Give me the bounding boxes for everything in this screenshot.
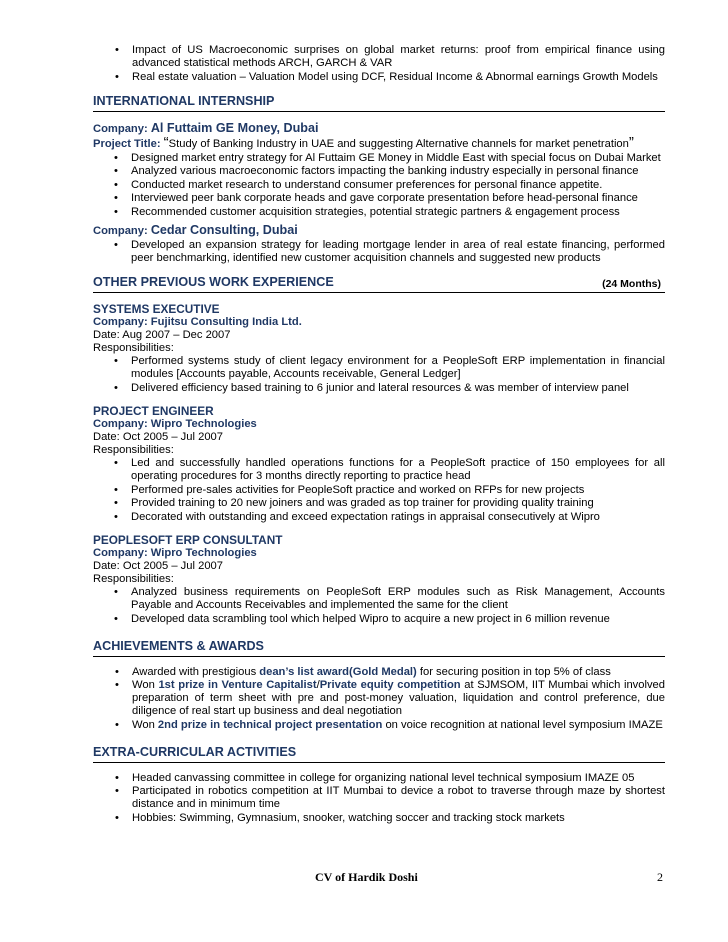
award-highlight: Private equity competition (319, 679, 461, 691)
list-item: • Designed market entry strategy for Al Futtaim GE Money in Middle East with special focus on Dubai Market (93, 152, 665, 165)
list-item: • Real estate valuation – Valuation Model using DCF, Residual Income & Abnormal earnings Growth Models (93, 71, 665, 84)
list-item: • Developed data scrambling tool which helped Wipro to acquire a new project in 6 million revenue (93, 613, 665, 626)
award-text: for securing position in top 5% of class (416, 665, 611, 678)
award-text: / (316, 679, 320, 691)
list-item (93, 679, 665, 718)
list-item: • Performed pre-sales activities for PeopleSoft practice and worked on RFPs for new projects (93, 484, 665, 497)
list-item: • Analyzed various macroeconomic factors impacting the banking industry especially in personal finance (93, 165, 665, 178)
company-name: Cedar Consulting, Dubai (150, 223, 298, 237)
job-entry (93, 302, 665, 395)
company-label: Company: (93, 122, 148, 135)
list-item (93, 666, 665, 679)
project-title-label: Project Title: (93, 137, 161, 150)
project-title: Study of Banking Industry in UAE and suggesting Alternative channels for market penetration (168, 137, 629, 150)
list-item: • Analyzed business requirements on PeopleSoft ERP modules such as Risk Management, Accounts Payable and Accounts Receivables and implemented the same for the client (93, 586, 665, 612)
extracurricular-list (93, 772, 665, 825)
list-item: • Impact of US Macroeconomic surprises on global market returns: proof from empirical finance using advanced statistical methods ARCH, GARCH & VAR (93, 44, 665, 70)
responsibilities-label: Responsibilities: (93, 444, 174, 456)
duration-badge: (24 Months) (602, 278, 661, 290)
section-heading-internship: INTERNATIONAL INTERNSHIP (93, 94, 665, 112)
awards-list (93, 666, 665, 732)
list-item: • Participated in robotics competition at IIT Mumbai to device a robot to traverse through maze by shortest distance and in minimum time (93, 785, 665, 811)
job-role: SYSTEMS EXECUTIVE (93, 302, 220, 316)
job-role: PEOPLESOFT ERP CONSULTANT (93, 533, 283, 547)
list-item (93, 719, 665, 732)
responsibilities-label: Responsibilities: (93, 573, 174, 585)
award-highlight: 1st prize in Venture Capitalist (158, 679, 317, 691)
job-company: Company: Fujitsu Consulting India Ltd. (93, 316, 302, 328)
job-date: Date: Oct 2005 – Jul 2007 (93, 560, 223, 572)
list-item: • Provided training to 20 new joiners and was graded as top trainer for providing quality training (93, 497, 665, 510)
responsibilities-label: Responsibilities: (93, 342, 174, 354)
company-label: Company: (93, 225, 148, 237)
company-line (93, 223, 665, 239)
list-item: • Decorated with outstanding and exceed expectation ratings in appraisal consecutively at Wipro (93, 511, 665, 524)
list-item: • Conducted market research to understand consumer preferences for personal finance appetite. (93, 179, 665, 192)
list-item: • Interviewed peer bank corporate heads and gave corporate presentation before head-personal finance (93, 192, 665, 205)
award-text: at SJMSOM, IIT Mumbai which involved preparation of term sheet with pre and post-money valuation, liquidation and control preference, due diligence of real start up business and deal negotiation (132, 679, 666, 717)
job-company: Company: Wipro Technologies (93, 547, 257, 559)
job-bullets (93, 457, 665, 524)
close-quote: ” (628, 133, 634, 151)
list-item: • Delivered efficiency based training to 6 junior and lateral resources & was member of interview panel (93, 382, 665, 395)
list-item: • Led and successfully handled operations functions for a PeopleSoft practice of 150 employees for all operating procedures for 3 months directly reporting to practice head (93, 457, 665, 483)
page-number: 2 (657, 870, 663, 884)
job-bullets (93, 355, 665, 395)
award-text: Won (132, 718, 158, 731)
award-text: Won (132, 679, 159, 691)
open-quote: “ (163, 133, 169, 151)
internship-bullets (93, 152, 665, 219)
footer-cv-name: CV of Hardik Doshi (315, 870, 418, 884)
section-title: OTHER PREVIOUS WORK EXPERIENCE (93, 275, 334, 289)
list-item: • Performed systems study of client legacy environment for a PeopleSoft ERP implementation in financial modules [Accounts payable, Accounts receivable, General Ledger] (93, 355, 665, 381)
award-highlight: 2nd prize in technical project presentation (157, 718, 383, 731)
company-name: Al Futtaim GE Money, Dubai (150, 120, 319, 135)
research-projects-list (93, 44, 665, 84)
section-heading-awards: ACHIEVEMENTS & AWARDS (93, 639, 665, 657)
job-entry (93, 404, 665, 524)
list-item: • Headed canvassing committee in college for organizing national level technical symposium IMAZE 05 (93, 772, 665, 785)
job-company: Company: Wipro Technologies (93, 418, 257, 430)
award-highlight: dean’s list award(Gold Medal) (259, 665, 417, 678)
internship-bullets (93, 239, 665, 265)
project-title-line (93, 133, 665, 152)
company-line (93, 121, 665, 137)
award-text: on voice recognition at national level symposium IMAZE (382, 718, 663, 731)
list-item: • Hobbies: Swimming, Gymnasium, snooker, watching soccer and tracking stock markets (93, 812, 665, 825)
list-item: • Developed an expansion strategy for leading mortgage lender in area of real estate financing, performed peer benchmarking, identified new customer acquisition channels and suggested new products (93, 239, 665, 265)
job-role: PROJECT ENGINEER (93, 404, 214, 418)
job-bullets (93, 586, 665, 626)
job-entry (93, 533, 665, 626)
list-item: • Recommended customer acquisition strategies, potential strategic partners & engagement process (93, 206, 665, 219)
award-text: Awarded with prestigious (132, 665, 260, 678)
job-date: Date: Oct 2005 – Jul 2007 (93, 431, 223, 443)
section-heading-extracurricular: EXTRA-CURRICULAR ACTIVITIES (93, 745, 665, 763)
job-date: Date: Aug 2007 – Dec 2007 (93, 329, 231, 341)
section-heading-previous-work (93, 275, 665, 293)
cv-page (93, 44, 665, 825)
